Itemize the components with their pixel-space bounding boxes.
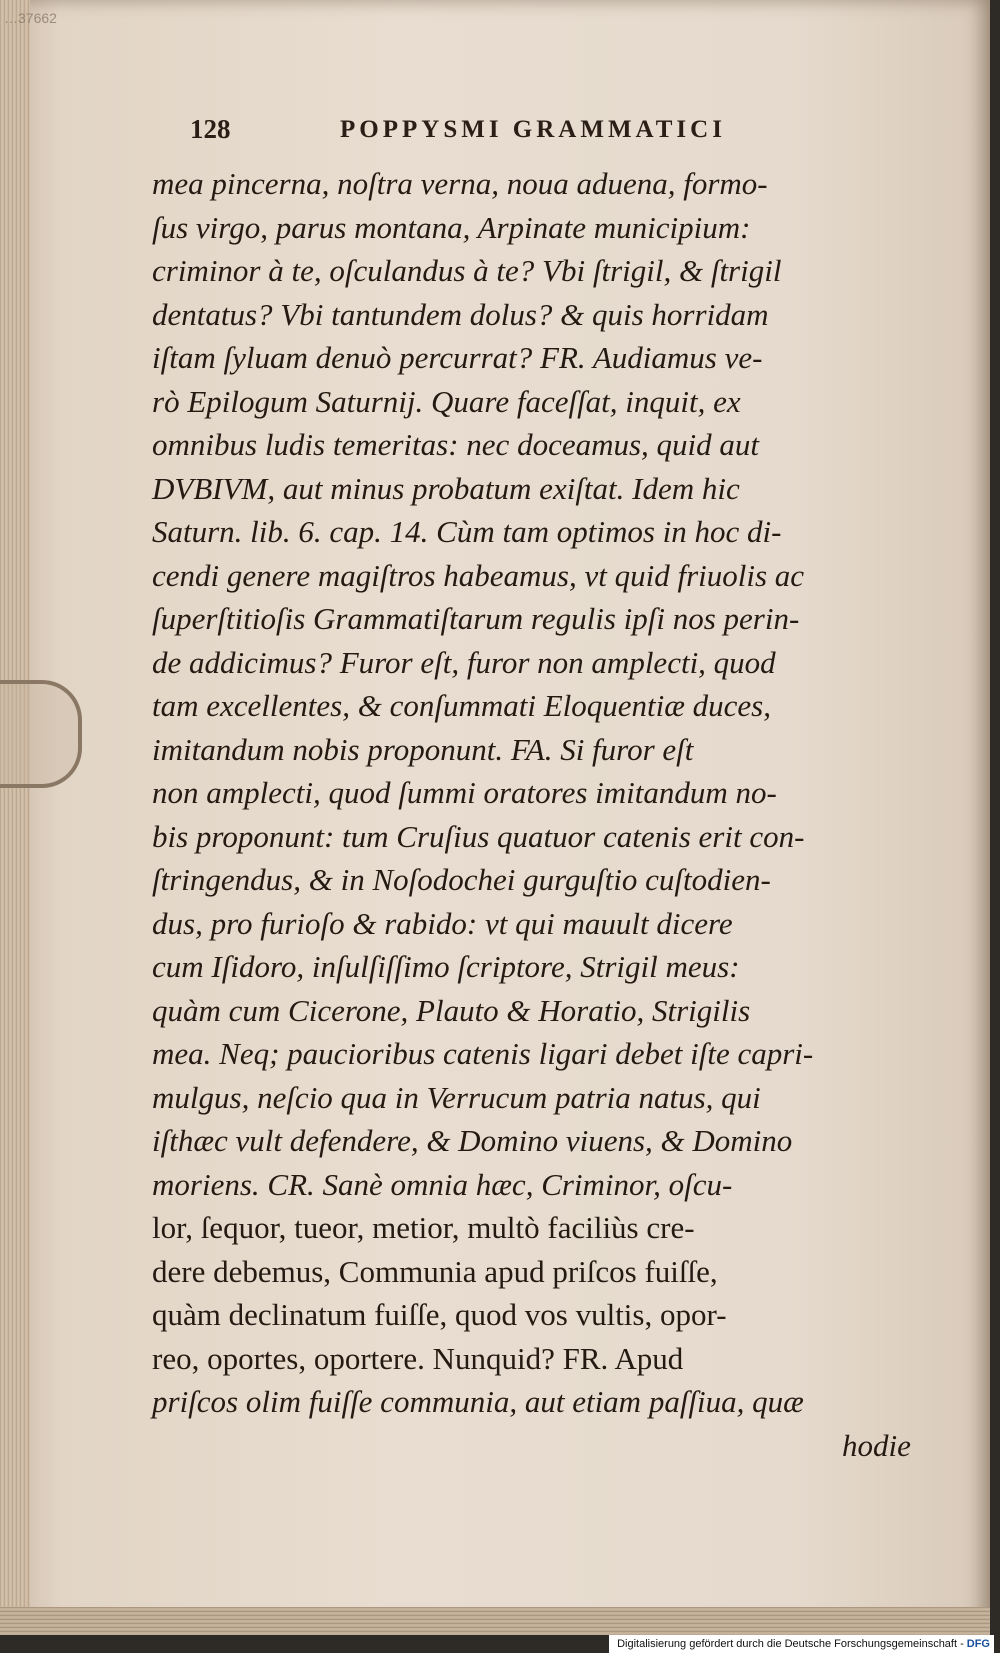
dfg-logo: DFG <box>966 1638 990 1650</box>
text-line: ſus virgo, parus montana, Arpinate municipium: <box>152 209 751 245</box>
text-line: Saturn. lib. 6. cap. 14. Cùm tam optimos in hoc di- <box>152 514 782 549</box>
text-line: de addicimus? Furor eſt, furor non amplecti, quod <box>152 644 776 680</box>
text-line: iſtam ſyluam denuò percurrat? FR. Audiamus ve- <box>152 340 763 375</box>
page-header <box>190 112 830 152</box>
text-line: priſcos olim fuiſſe communia, aut etiam paſſiua, quæ <box>152 1384 804 1419</box>
book-clasp <box>0 680 82 788</box>
dfg-credit-banner <box>609 1635 994 1653</box>
text-line: quàm declinatum fuiſſe, quod vos vultis, opor- <box>152 1297 727 1332</box>
text-line: criminor à te, oſculandus à te? Vbi ſtrigil, & ſtrigil <box>152 253 782 288</box>
page-edges <box>0 0 30 1635</box>
text-line: mulgus, neſcio qua in Verrucum patria natus, qui <box>152 1079 761 1115</box>
catchword: hodie <box>842 1427 911 1463</box>
text-line: ſuperſtitioſis Grammatiſtarum regulis ipſi nos perin- <box>152 601 800 636</box>
bottom-page-edges <box>0 1607 990 1635</box>
text-line: moriens. CR. Sanè omnia hæc, Criminor, oſcu- <box>152 1166 733 1202</box>
page-number: 128 <box>190 114 231 144</box>
text-line: mea. Neq; paucioribus catenis ligari debet iſte capri- <box>152 1036 814 1071</box>
text-line: dere debemus, Communia apud priſcos fuiſſe, <box>152 1253 718 1289</box>
text-line: ſtringendus, & in Noſodochei gurguſtio cuſtodien- <box>152 862 771 897</box>
shelfmark: …37662 <box>4 10 57 26</box>
text-line: DVBIVM, aut minus probatum exiſtat. Idem hic <box>152 470 740 506</box>
text-line: mea pincerna, noſtra verna, noua aduena, formo- <box>152 166 768 201</box>
running-title: POPPYSMI GRAMMATICI <box>340 116 726 143</box>
text-line: dus, pro furioſo & rabido: vt qui mauult dicere <box>152 905 733 941</box>
text-line: omnibus ludis temeritas: nec doceamus, quid aut <box>152 427 760 462</box>
text-line: quàm cum Cicerone, Plauto & Horatio, Strigilis <box>152 992 751 1028</box>
text-line: cendi genere magiſtros habeamus, vt quid friuolis ac <box>152 557 805 593</box>
body-text <box>152 162 952 1467</box>
text-line: iſthæc vult defendere, & Domino viuens, & Domino <box>152 1123 793 1158</box>
text-line: cum Iſidoro, inſulſiſſimo ſcriptore, Strigil meus: <box>152 949 740 984</box>
text-line: lor, ſequor, tueor, metior, multò faciliùs cre- <box>152 1210 695 1245</box>
text-line: tam excellentes, & conſummati Eloquentiæ duces, <box>152 688 771 723</box>
text-line: non amplecti, quod ſummi oratores imitandum no- <box>152 775 777 810</box>
credit-text: Digitalisierung gefördert durch die Deutsche Forschungsgemeinschaft - <box>617 1638 964 1650</box>
text-line: bis proponunt: tum Cruſius quatuor catenis erit con- <box>152 818 805 854</box>
text-line: imitandum nobis proponunt. FA. Si furor eſt <box>152 731 694 767</box>
text-line: reo, oportes, oportere. Nunquid? FR. Apud <box>152 1340 684 1376</box>
text-line: rò Epilogum Saturnij. Quare faceſſat, inquit, ex <box>152 383 741 419</box>
text-line: dentatus? Vbi tantundem dolus? & quis horridam <box>152 296 769 332</box>
